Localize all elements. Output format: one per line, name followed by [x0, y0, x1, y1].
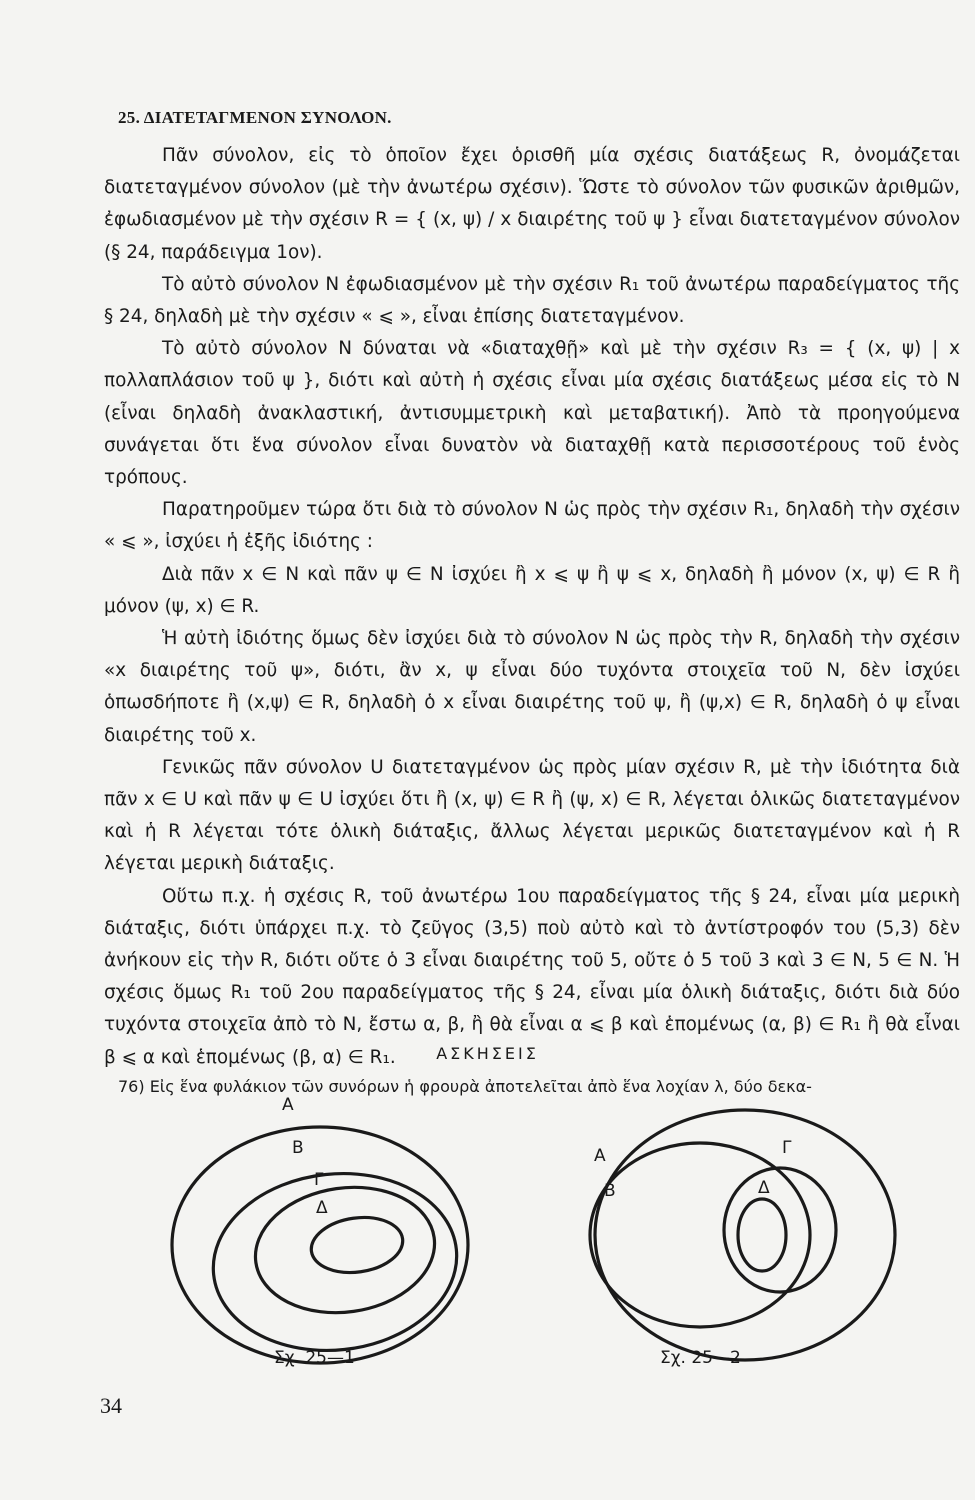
- fig1-label-b: B: [292, 1138, 304, 1158]
- paragraph: Πᾶν σύνολον, εἰς τὸ ὁποῖον ἔχει ὁρισθῆ μία σχέσις διατάξεως R, ὀνομάζεται διατεταγμένον σύνολον (μὲ τὴν ἀνωτέρω σχέσιν). Ὥστε τὸ σύνολον τῶν φυσικῶν ἀριθμῶν, ἐφωδιασμένον μὲ τὴν σχέσιν R = { (x, ψ) / x διαιρέτης τοῦ ψ } εἶναι διατεταγμένον σύνολον (§ 24, παράδειγμα 1ον).: [104, 145, 960, 263]
- fig1-caption: Σχ. 25—1: [274, 1348, 355, 1368]
- page-number: 34: [100, 1393, 122, 1418]
- set-a-ellipse: [595, 1110, 895, 1360]
- fig2-label-d: Δ: [758, 1178, 770, 1198]
- figure-25-1: [172, 1127, 468, 1363]
- set-d-ellipse: [308, 1212, 407, 1278]
- set-b-ellipse: [204, 1162, 465, 1363]
- paragraph: Διὰ πᾶν x ∈ N καὶ πᾶν ψ ∈ N ἰσχύει ἢ x ⩽ ψ ἢ ψ ⩽ x, δηλαδὴ ἢ μόνον (x, ψ) ∈ R ἢ μόνον (ψ, x) ∈ R.: [104, 563, 960, 617]
- fig1-label-d: Δ: [316, 1198, 328, 1218]
- paragraph: Γενικῶς πᾶν σύνολον U διατεταγμένον ὡς πρὸς μίαν σχέσιν R, μὲ τὴν ἰδιότητα διὰ πᾶν x ∈ U καὶ πᾶν ψ ∈ U ἰσχύει ὅτι ἢ (x, ψ) ∈ R ἢ (ψ, x) ∈ R, λέγεται ὁλικῶς διατεταγμένον καὶ ἡ R λέγεται τότε ὁλικὴ διάταξις, ἄλλως λέγεται μερικῶς διατεταγμένον καὶ ἡ R λέγεται μερικὴ διάταξις.: [104, 756, 960, 875]
- fig2-label-c: Γ: [782, 1138, 792, 1158]
- fig2-caption: Σχ. 25—2: [660, 1348, 741, 1368]
- paragraph: Τὸ αὐτὸ σύνολον N δύναται νὰ «διαταχθῇ» καὶ μὲ τὴν σχέσιν R₃ = { (x, ψ) | x πολλαπλάσιον τοῦ ψ }, διότι καὶ αὐτὴ ἡ σχέσις εἶναι μία σχέσις διατάξεως μέσα εἰς τὸ N (εἶναι δηλαδὴ ἀνακλαστική, ἀντισυμμετρικὴ καὶ μεταβατική). Ἀπὸ τὰ προηγούμενα συνάγεται ὅτι ἕνα σύνολον εἶναι δυνατὸν νὰ διαταχθῇ κατὰ περισσοτέρους τοῦ ἑνὸς τρόπους.: [104, 338, 960, 489]
- exercises-heading: ΑΣΚΗΣΕΙΣ: [436, 1044, 539, 1063]
- paragraph: Ἡ αὐτὴ ἰδιότης ὅμως δὲν ἰσχύει διὰ τὸ σύνολον N ὡς πρὸς τὴν R, δηλαδὴ τὴν σχέσιν «x διαιρέτης τοῦ ψ», διότι, ἂν x, ψ εἶναι δύο τυχόντα στοιχεῖα τοῦ N, δὲν ἰσχύει ὁπωσδήποτε ἢ (x,ψ) ∈ R, δηλαδὴ ὁ x εἶναι διαιρέτης τοῦ ψ, ἢ (ψ,x) ∈ R, δηλαδὴ ὁ ψ εἶναι διαιρέτης τοῦ x.: [104, 628, 960, 746]
- fig1-label-c: Γ: [314, 1170, 324, 1190]
- fig2-label-a: A: [594, 1146, 606, 1166]
- figure-25-2: [590, 1110, 895, 1360]
- fig2-label-b: B: [604, 1181, 616, 1201]
- section-heading: 25. ΔΙΑΤΕΤΑΓΜΕΝΟΝ ΣΥΝΟΛΟΝ.: [118, 108, 392, 127]
- set-c-ellipse: [724, 1168, 836, 1292]
- set-c-ellipse: [247, 1176, 443, 1324]
- set-b-ellipse: [590, 1143, 810, 1327]
- exercise-76: 76) Εἰς ἕνα φυλάκιον τῶν συνόρων ἡ φρουρὰ ἀποτελεῖται ἀπὸ ἕνα λοχίαν λ, δύο δεκα-: [118, 1077, 812, 1096]
- paragraph: Παρατηροῦμεν τώρα ὅτι διὰ τὸ σύνολον N ὡς πρὸς τὴν σχέσιν R₁, δηλαδὴ τὴν σχέσιν « ⩽ », ἰσχύει ἡ ἑξῆς ἰδιότης :: [104, 499, 960, 553]
- paragraph: Τὸ αὐτὸ σύνολον N ἐφωδιασμένον μὲ τὴν σχέσιν R₁ τοῦ ἀνωτέρω παραδείγματος τῆς § 24, δηλαδὴ μὲ τὴν σχέσιν « ⩽ », εἶναι ἐπίσης διατεταγμένον.: [104, 273, 960, 328]
- set-d-ellipse: [738, 1199, 786, 1271]
- fig1-label-a: A: [282, 1095, 294, 1115]
- paragraph: Οὕτω π.χ. ἡ σχέσις R, τοῦ ἀνωτέρω 1ου παραδείγματος τῆς § 24, εἶναι μία μερικὴ διάταξις, διότι ὑπάρχει π.χ. τὸ ζεῦγος (3,5) ποὺ αὐτὸ καὶ τὸ ἀντίστροφόν του (5,3) δὲν ἀνήκουν εἰς τὴν R, διότι οὔτε ὁ 3 εἶναι διαιρέτης τοῦ 5, οὔτε ὁ 5 τοῦ 3 καὶ 3 ∈ N, 5 ∈ N. Ἡ σχέσις ὅμως R₁ τοῦ 2ου παραδείγματος τῆς § 24, εἶναι μία ὁλικὴ διάταξις, διότι διὰ δύο τυχόντα στοιχεῖα ἀπὸ τὸ N, ἔστω α, β, ἢ θὰ εἶναι α ⩽ β καὶ ἑπομένως (α, β) ∈ R₁ ἢ θὰ εἶναι β ⩽ α καὶ ἑπομένως (β, α) ∈ R₁.: [104, 885, 960, 1068]
